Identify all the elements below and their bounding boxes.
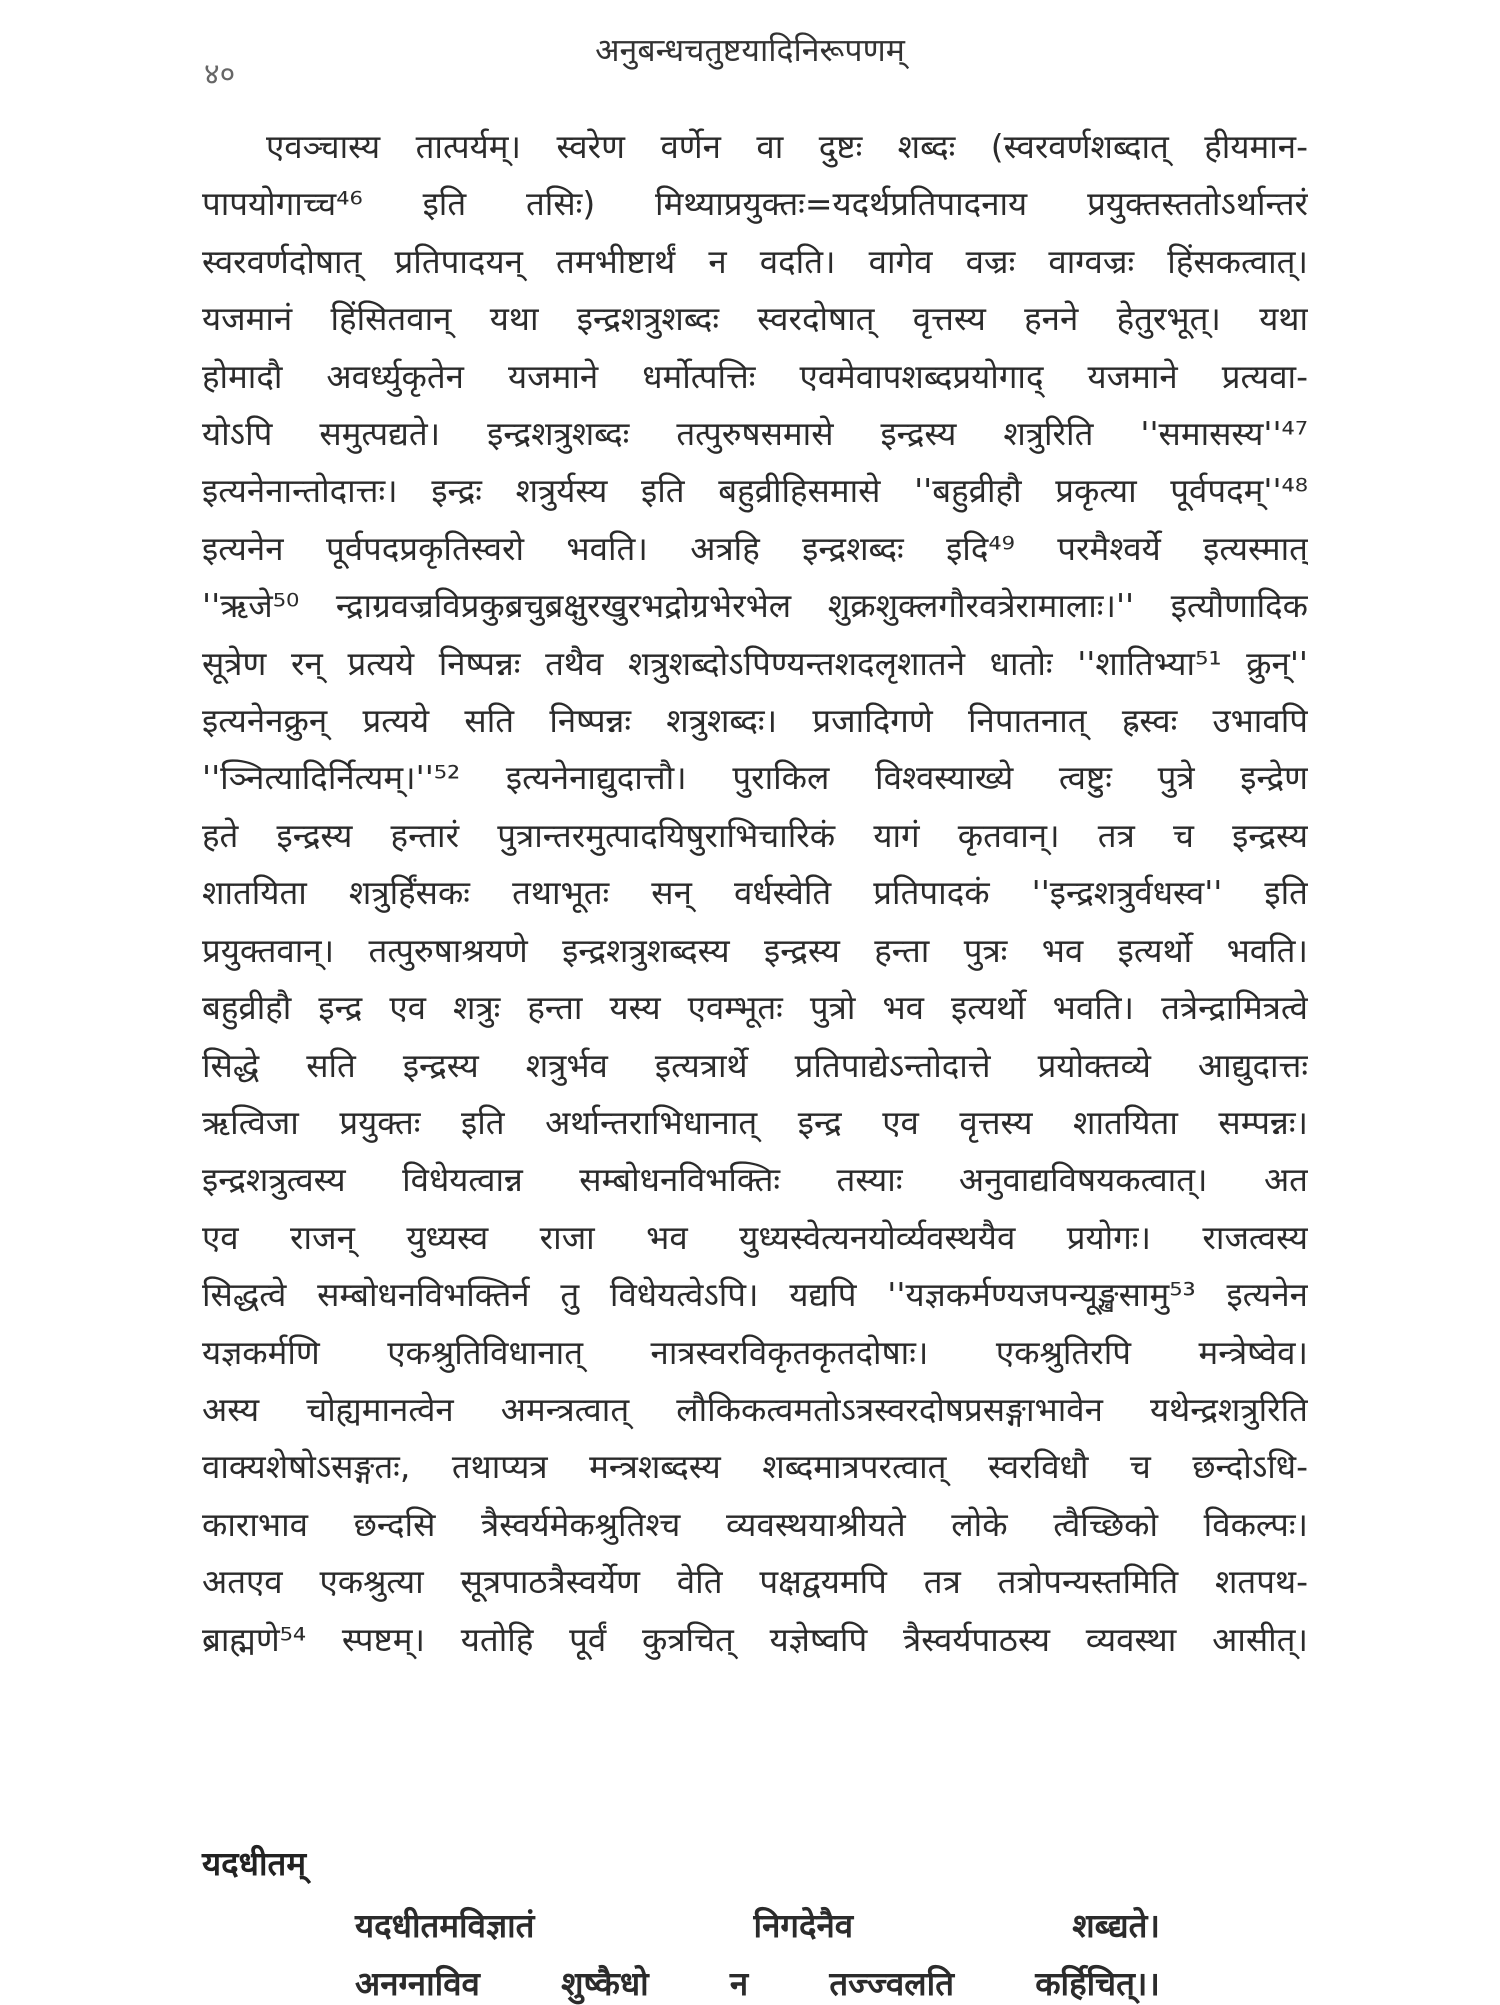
text-line: ''ञ्नित्यादिर्नित्यम्।''⁵² इत्यनेनाद्युदात्तौ। पुराकिल विश्वस्याख्ये त्वष्टुः पुत्रे इन्द्रेण [202, 758, 1308, 798]
text-line: सूत्रेण रन् प्रत्यये निष्पन्नः तथैव शत्रुशब्दोऽपिण्यन्तशदलृशातने धातोः ''शातिभ्या⁵¹ क्रुन्'' [202, 643, 1308, 683]
text-line: शातयिता शत्रुर्हिंसकः तथाभूतः सन् वर्धस्वेति प्रतिपादकं ''इन्द्रशत्रुर्वधस्व'' इति [202, 873, 1308, 913]
text-line: यज्ञकर्मणि एकश्रुतिविधानात् नात्रस्वरविकृतकृतदोषाः। एकश्रुतिरपि मन्त्रेष्वेव। [202, 1332, 1308, 1372]
text-line: स्वरवर्णदोषात् प्रतिपादयन् तमभीष्टार्थं न वदति। वागेव वज्रः वाग्वज्रः हिंसकत्वात्। [202, 241, 1308, 281]
verse-word: यदधीतमविज्ञातं [355, 1906, 535, 1945]
text-line: एवञ्चास्य तात्पर्यम्। स्वरेण वर्णेन वा दुष्टः शब्दः (स्वरवर्णशब्दात् हीयमान- [266, 127, 1308, 166]
section-heading: यदधीतम् [202, 1844, 307, 1883]
page-number: ४० [204, 57, 236, 92]
text-line: इत्यनेनान्तोदात्तः। इन्द्रः शत्रुर्यस्य इति बहुव्रीहिसमासे ''बहुव्रीहौ प्रकृत्या पूर्वपदम्''⁴⁸ [202, 471, 1308, 511]
text-line: वाक्यशेषोऽसङ्गतः, तथाप्यत्र मन्त्रशब्दस्य शब्दमात्रपरत्वात् स्वरविधौ च छन्दोऽधि- [202, 1447, 1308, 1487]
verse-word: शब्द्यते। [1072, 1906, 1160, 1945]
body-text [202, 118, 1308, 1668]
text-line: प्रयुक्तवान्। तत्पुरुषाश्रयणे इन्द्रशत्रुशब्दस्य इन्द्रस्य हन्ता पुत्रः भव इत्यर्थो भवति। [202, 930, 1308, 970]
text-line: हते इन्द्रस्य हन्तारं पुत्रान्तरमुत्पादयिषुराभिचारिकं यागं कृतवान्। तत्र च इन्द्रस्य [202, 815, 1308, 855]
verse-word: कर्हिचित्।। [1035, 1964, 1160, 2003]
text-line: योऽपि समुत्पद्यते। इन्द्रशत्रुशब्दः तत्पुरुषसमासे इन्द्रस्य शत्रुरिति ''समासस्य''⁴⁷ [202, 414, 1308, 454]
text-line: इन्द्रशत्रुत्वस्य विधेयत्वान्न सम्बोधनविभक्तिः तस्याः अनुवाद्यविषयकत्वात्। अत [202, 1160, 1308, 1200]
text-line: इत्यनेन पूर्वपदप्रकृतिस्वरो भवति। अत्रहि इन्द्रशब्दः इदि⁴⁹ परमैश्वर्ये इत्यस्मात् [202, 528, 1308, 568]
text-line: ऋत्विजा प्रयुक्तः इति अर्थान्तराभिधानात् इन्द्र एव वृत्तस्य शातयिता सम्पन्नः। [202, 1102, 1308, 1142]
text-line: यजमानं हिंसितवान् यथा इन्द्रशत्रुशब्दः स्वरदोषात् वृत्तस्य हनने हेतुरभूत्। यथा [202, 299, 1308, 339]
text-line: अतएव एकश्रुत्या सूत्रपाठत्रैस्वर्येण वेति पक्षद्वयमपि तत्र तत्रोपन्यस्तमिति शतपथ- [202, 1562, 1308, 1602]
verse-word: न [729, 1964, 749, 2003]
text-line: काराभाव छन्दसि त्रैस्वर्यमेकश्रुतिश्च व्यवस्थयाश्रीयते लोके त्वैच्छिको विकल्पः। [202, 1504, 1308, 1544]
verse-word: अनग्नाविव [355, 1964, 480, 2003]
text-line: इत्यनेनक्रुन् प्रत्यये सति निष्पन्नः शत्रुशब्दः। प्रजादिगणे निपातनात् ह्रस्वः उभावपि [202, 701, 1308, 741]
text-line: ''ऋजे⁵⁰ न्द्राग्रवज्रविप्रकुब्रचुब्रक्षुरखुरभद्रोग्रभेरभेल शुक्रशुक्लगौरवत्रेरामालाः।'' इत्यौणादिक [202, 586, 1308, 626]
verse-word: तज्ज्वलति [829, 1964, 955, 2003]
text-line: एव राजन् युध्यस्व राजा भव युध्यस्वेत्यनयोर्व्यवस्थयैव प्रयोगः। राजत्वस्य [202, 1217, 1308, 1257]
verse-line-2 [355, 1960, 1160, 2005]
text-line: सिद्धे सति इन्द्रस्य शत्रुर्भव इत्यत्रार्थे प्रतिपाद्येऽन्तोदात्ते प्रयोक्तव्ये आद्युदात्तः [202, 1045, 1308, 1085]
text-line: ब्राह्मणे⁵⁴ स्पष्टम्। यतोहि पूर्वं कुत्रचित् यज्ञेष्वपि त्रैस्वर्यपाठस्य व्यवस्था आसीत्। [202, 1619, 1308, 1659]
text-line: अस्य चोह्यमानत्वेन अमन्त्रत्वात् लौकिकत्वमतोऽत्रस्वरदोषप्रसङ्गाभावेन यथेन्द्रशत्रुरिति [202, 1389, 1308, 1429]
text-line: सिद्धत्वे सम्बोधनविभक्तिर्न तु विधेयत्वेऽपि। यद्यपि ''यज्ञकर्मण्यजपन्यूङ्खसामु⁵³ इत्यनेन [202, 1275, 1308, 1315]
text-line: बहुव्रीहौ इन्द्र एव शत्रुः हन्ता यस्य एवम्भूतः पुत्रो भव इत्यर्थो भवति। तत्रेन्द्रामित्रत्वे [202, 988, 1308, 1028]
running-header: अनुबन्धचतुष्टयादिनिरूपणम् [595, 31, 905, 69]
text-line: होमादौ अवर्ध्युकृतेन यजमाने धर्मोत्पत्तिः एवमेवापशब्दप्रयोगाद् यजमाने प्रत्यवा- [202, 356, 1308, 396]
verse-word: शुष्कैधो [561, 1964, 649, 2003]
verse-line-1 [355, 1902, 1160, 1947]
text-line: पापयोगाच्च⁴⁶ इति तसिः) मिथ्याप्रयुक्तः=यदर्थप्रतिपादनाय प्रयुक्तस्ततोऽर्थान्तरं [202, 184, 1308, 224]
verse-word: निगदेनैव [753, 1906, 854, 1945]
